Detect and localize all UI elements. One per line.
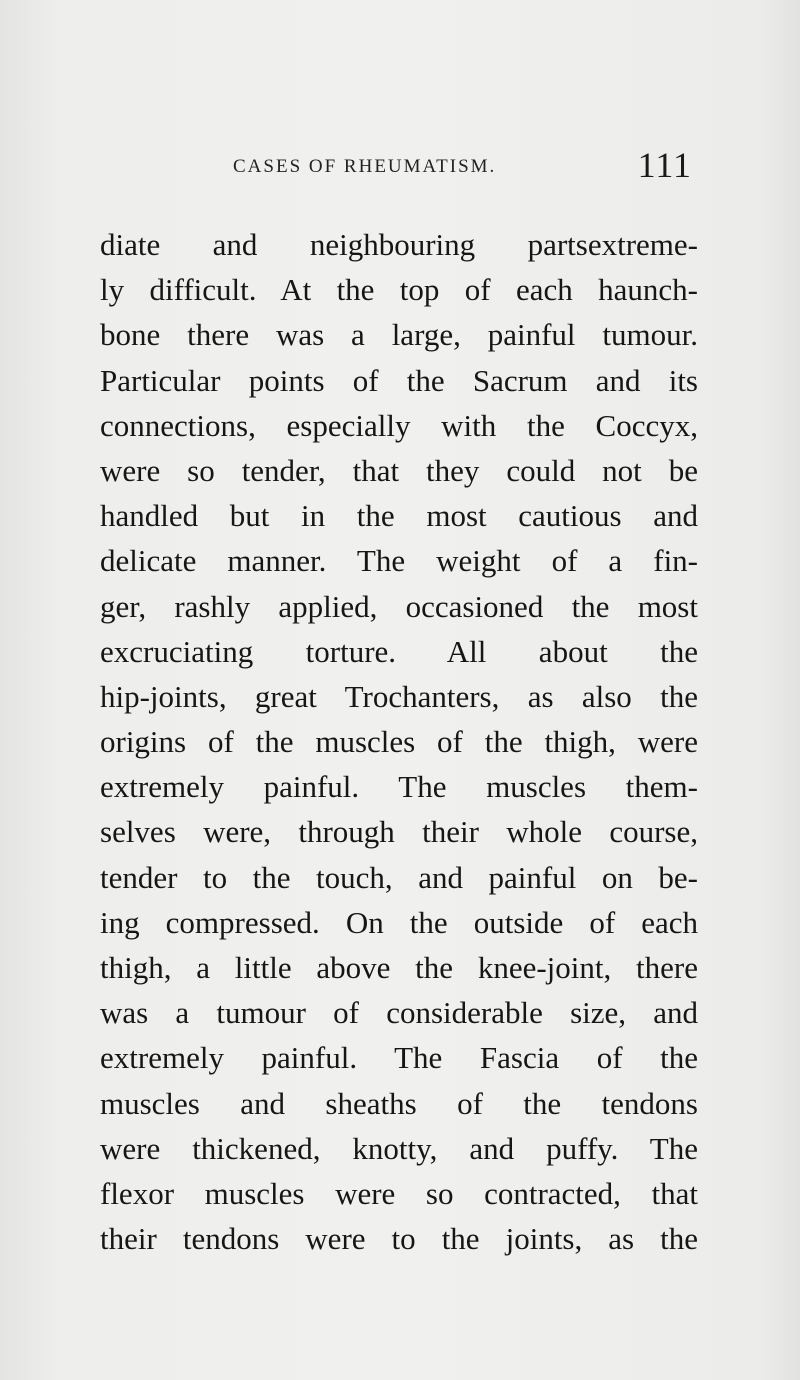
text-line: excruciating torture. All about the (100, 633, 698, 669)
text-line: delicate manner. The weight of a fin- (100, 543, 698, 579)
text-line: extremely painful. The muscles them- (100, 769, 698, 805)
text-line: bone there was a large, painful tumour. (100, 317, 698, 353)
body-text (100, 222, 698, 1261)
text-line: Particular points of the Sacrum and its (100, 362, 698, 398)
text-line: handled but in the most cautious and (100, 498, 698, 534)
text-line: thigh, a little above the knee-joint, there (100, 950, 698, 985)
text-line: diate and neighbouring partsextreme- (100, 227, 698, 262)
text-line: ing compressed. On the outside of each (100, 904, 698, 940)
text-line: origins of the muscles of the thigh, were (100, 724, 698, 760)
page-number: 111 (637, 145, 692, 185)
text-line: extremely painful. The Fascia of the (100, 1040, 698, 1076)
text-line: muscles and sheaths of the tendons (100, 1085, 698, 1121)
text-line: tender to the touch, and painful on be- (100, 859, 698, 895)
text-line: selves were, through their whole course, (100, 814, 698, 850)
text-line: hip-joints, great Trochanters, as also the (100, 678, 698, 714)
text-line: flexor muscles were so contracted, that (100, 1175, 698, 1211)
text-line: ger, rashly applied, occasioned the most (100, 588, 698, 624)
text-line: connections, especially with the Coccyx, (100, 407, 698, 443)
text-line: were so tender, that they could not be (100, 452, 698, 488)
text-line: ly difficult. At the top of each haunch- (100, 272, 698, 308)
running-head (100, 140, 698, 190)
text-line: their tendons were to the joints, as the (100, 1221, 698, 1257)
header-title: CASES OF RHEUMATISM. (233, 156, 497, 177)
text-line: was a tumour of considerable size, and (100, 995, 698, 1031)
text-line: were thickened, knotty, and puffy. The (100, 1130, 698, 1166)
